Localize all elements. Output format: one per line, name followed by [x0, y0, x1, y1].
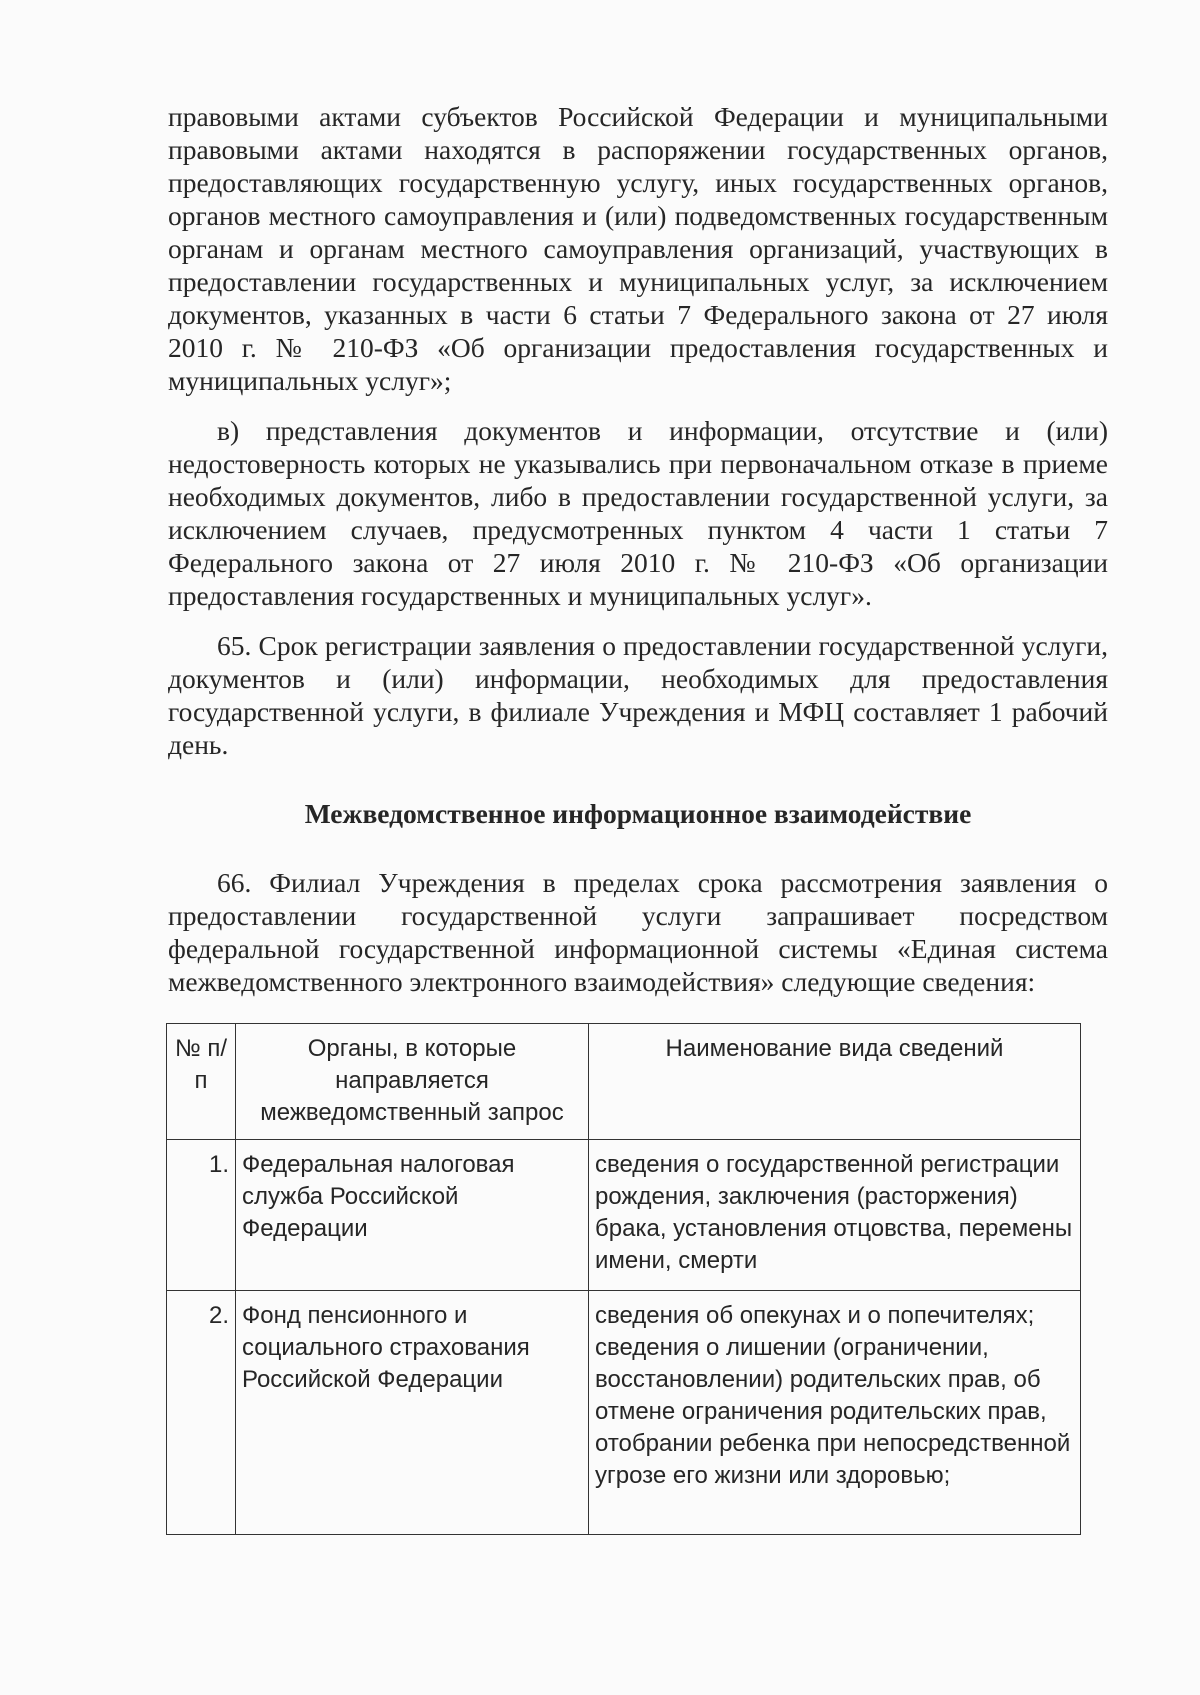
paragraph-66: 66. Филиал Учреждения в пределах срока рассмотрения заявления о предоставлении государственной услуги запрашивает посредством федеральной государственной информационной системы «Единая система межведомственного электронного взаимодействия» следующие сведения:	[168, 867, 1108, 997]
row-org: Фонд пенсионного и социального страхования Российской Федерации	[236, 1291, 589, 1535]
section-gap	[168, 761, 1108, 797]
paragraph-65: 65. Срок регистрации заявления о предоставлении государственной услуги, документов и (или) информации, необходимых для предоставления государственной услуги, в филиале Учреждения и МФЦ составляет 1 рабочий день.	[168, 630, 1108, 760]
paragraph-gap	[168, 397, 1108, 414]
section-heading: Межведомственное информационное взаимодействие	[304, 798, 972, 829]
interagency-request-table	[166, 1023, 1081, 1535]
document-body	[168, 100, 1108, 998]
row-org: Федеральная налоговая служба Российской Федерации	[236, 1140, 589, 1291]
paragraph-gap	[168, 612, 1108, 629]
header-info: Наименование вида сведений	[589, 1024, 1081, 1140]
table-row	[167, 1140, 1081, 1291]
table-header-row	[167, 1024, 1081, 1140]
row-num: 2.	[167, 1291, 236, 1535]
table-row	[167, 1291, 1081, 1535]
header-num: № п/п	[167, 1024, 236, 1140]
row-info: сведения о государственной регистрации рождения, заключения (расторжения) брака, установления отцовства, перемены имени, смерти	[589, 1140, 1081, 1291]
paragraph-v: в) представления документов и информации, отсутствие и (или) недостоверность которых не указывались при первоначальном отказе в приеме необходимых документов, либо в предоставлении государственной услуги, за исключением случаев, предусмотренных пунктом 4 части 1 статьи 7 Федерального закона от 27 июля 2010 г. № 210-ФЗ «Об организации предоставления государственных и муниципальных услуг».	[168, 415, 1108, 611]
paragraph-continuation: правовыми актами субъектов Российской Федерации и муниципальными правовыми актами находятся в распоряжении государственных органов, предоставляющих государственную услугу, иных государственных органов, органов местного самоуправления и (или) подведомственных государственным органам и органам местного самоуправления организаций, участвующих в предоставлении государственных и муниципальных услуг, за исключением документов, указанных в части 6 статьи 7 Федерального закона от 27 июля 2010 г. № 210-ФЗ «Об организации предоставления государственных и муниципальных услуг»;	[168, 101, 1108, 396]
row-info: сведения об опекунах и о попечителях; сведения о лишении (ограничении, восстановлении) родительских прав, об отмене ограничения родительских прав, отобрании ребенка при непосредственной угрозе его жизни или здоровью;	[589, 1291, 1081, 1535]
section-gap	[168, 830, 1108, 866]
header-org: Органы, в которые направляется межведомственный запрос	[236, 1024, 589, 1140]
row-num: 1.	[167, 1140, 236, 1291]
